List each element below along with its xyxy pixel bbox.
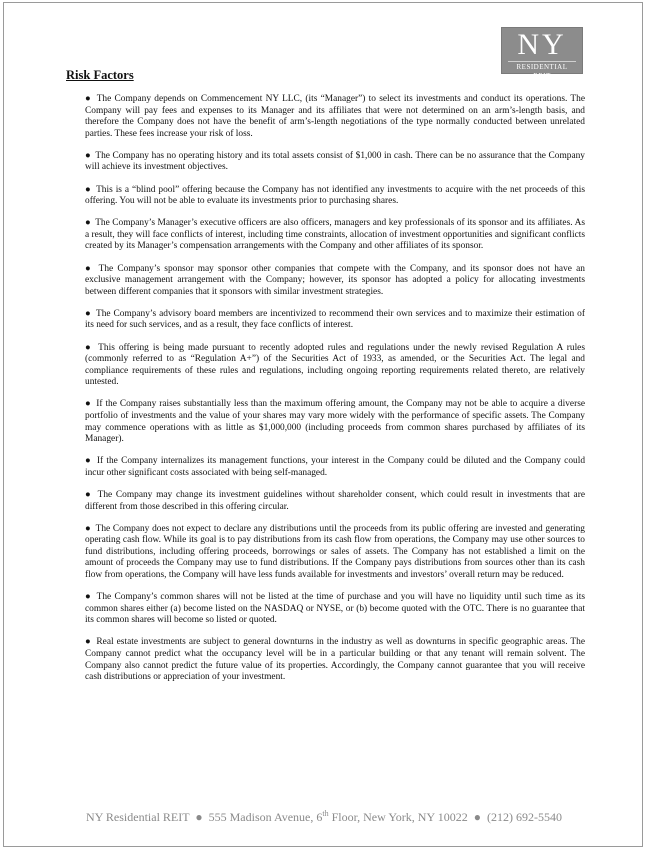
risk-item xyxy=(85,309,585,332)
risk-text: If the Company raises substantially less than the maximum offering amount, the Company may not be able to acquire a diverse portfolio of investments and the value of your shares may vary more widely with the performance of specific assets. The Company may commence operations with as little as $1,000,000 (including proceeds from common shares purchased by affiliates of its Manager). xyxy=(85,399,585,445)
bullet-icon: ● xyxy=(85,592,92,603)
risk-text: The Company’s common shares will not be listed at the time of purchase and you will have no liquidity until such time as its common shares either (a) become listed on the NASDAQ or NYSE, or (b) become quoted with the OTC. There is no guarantee that its common shares will become so listed or quoted. xyxy=(85,592,585,626)
bullet-icon: ● xyxy=(85,342,93,353)
bullet-icon: ● xyxy=(85,456,92,467)
risk-factors-list xyxy=(85,94,585,694)
section-title: Risk Factors xyxy=(66,68,134,82)
bullet-icon: ● xyxy=(85,184,92,195)
bullet-icon: ● xyxy=(85,218,91,229)
risk-text: The Company does not expect to declare any distributions until the proceeds from its public offering are invested and generating operating cash flow. While its goal is to pay distributions from its cash flow from operations, the Company may use other sources to fund distributions, including offering proceeds, borrowings or sales of assets. The Company has not established a limit on the amount of proceeds the Company may use to fund distributions. If the Company pays distributions from sources other than its cash flow from operations, the Company will have less funds available for investments and investors’ overall return may be reduced. xyxy=(85,523,585,580)
bullet-icon: ● xyxy=(85,94,92,104)
footer xyxy=(0,809,648,825)
bullet-icon: ● xyxy=(85,308,92,319)
risk-item xyxy=(85,490,585,513)
bullet-icon: ● xyxy=(85,150,91,161)
bullet-icon: ● xyxy=(85,637,92,648)
risk-text: This offering is being made pursuant to recently adopted rules and regulations under the newly revised Regulation A rules (commonly referred to as “Regulation A+”) of the Securities Act of 1933, as amended, or the Securities Act. The legal and compliance requirements of these rules and regulations, including ongoing reporting requirements related thereto, are relatively untested. xyxy=(85,342,585,388)
risk-text: The Company’s Manager’s executive officers are also officers, managers and key professionals of its sponsor and its affiliates. As a result, they will face conflicts of interest, including time constraints, allocation of investment opportunities and significant conflicts created by its Manager’s compensation arrangements with the Company and other affiliates of its sponsor. xyxy=(85,218,585,252)
footer-separator: ● xyxy=(473,810,481,824)
risk-item xyxy=(85,456,585,479)
risk-text: The Company may change its investment guidelines without shareholder consent, which could result in investments that are different from those described in this offering circular. xyxy=(85,489,585,512)
risk-item xyxy=(85,592,585,627)
risk-item xyxy=(85,637,585,683)
footer-address-street: 555 Madison Avenue, 6 xyxy=(208,810,323,824)
risk-text: The Company’s advisory board members are incentivized to recommend their own services and to maximize their estimation of its need for such services, and as a result, they face conflicts of interest. xyxy=(85,308,585,331)
footer-separator: ● xyxy=(195,810,203,824)
ny-residential-reit-logo xyxy=(501,27,583,80)
footer-address xyxy=(209,810,468,824)
risk-text: This is a “blind pool” offering because the Company has not identified any investments to acquire with the net proceeds of this offering. You will not be able to evaluate its investments prior to purchasing shares. xyxy=(85,184,585,207)
risk-text: The Company has no operating history and its total assets consist of $1,000 in cash. There can be no assurance that the Company will achieve its investment objectives. xyxy=(85,150,585,173)
risk-text: Real estate investments are subject to general downturns in the industry as well as downturns in specific geographic areas. The Company cannot predict what the occupancy level will be in a particular building or that any tenant will remain solvent. The Company also cannot predict the future value of its properties. Accordingly, the Company cannot guarantee that you will receive cash distributions or appreciation of your investment. xyxy=(85,637,585,683)
risk-item xyxy=(85,185,585,208)
risk-text: The Company depends on Commencement NY LLC, (its “Manager”) to select its investments and conduct its operations. The Company will pay fees and expenses to its Manager and its affiliates that were not determined on an arm’s-length basis, and therefore the Company does not have the benefit of arm’s-length negotiations of the type normally conducted between unrelated parties. These fees increase your risk of loss. xyxy=(85,94,585,139)
footer-company-name: NY Residential REIT xyxy=(86,810,190,824)
bullet-icon: ● xyxy=(85,399,92,410)
footer-phone: (212) 692-5540 xyxy=(486,810,562,824)
risk-item xyxy=(85,264,585,299)
risk-text: The Company’s sponsor may sponsor other companies that compete with the Company, and its sponsor does not have an exclusive management arrangement with the Company; however, its sponsor has adopted a policy for allocating investments between different companies that it sponsors with similar investment strategies. xyxy=(85,263,585,297)
bullet-icon: ● xyxy=(85,489,93,500)
logo-subtitle: RESIDENTIAL REIT xyxy=(508,61,576,81)
bullet-icon: ● xyxy=(85,263,93,274)
logo-mark: NY xyxy=(517,28,567,61)
risk-item xyxy=(85,94,585,140)
risk-item xyxy=(85,524,585,582)
risk-item xyxy=(85,218,585,253)
footer-address-ordinal: th xyxy=(322,809,329,818)
risk-text: If the Company internalizes its management functions, your interest in the Company could be diluted and the Company could incur other significant costs associated with being self-managed. xyxy=(85,456,586,478)
footer-address-city: Floor, New York, NY 10022 xyxy=(328,810,468,824)
bullet-icon: ● xyxy=(85,523,92,534)
risk-item xyxy=(85,343,585,389)
risk-item xyxy=(85,399,585,445)
risk-item xyxy=(85,151,585,174)
